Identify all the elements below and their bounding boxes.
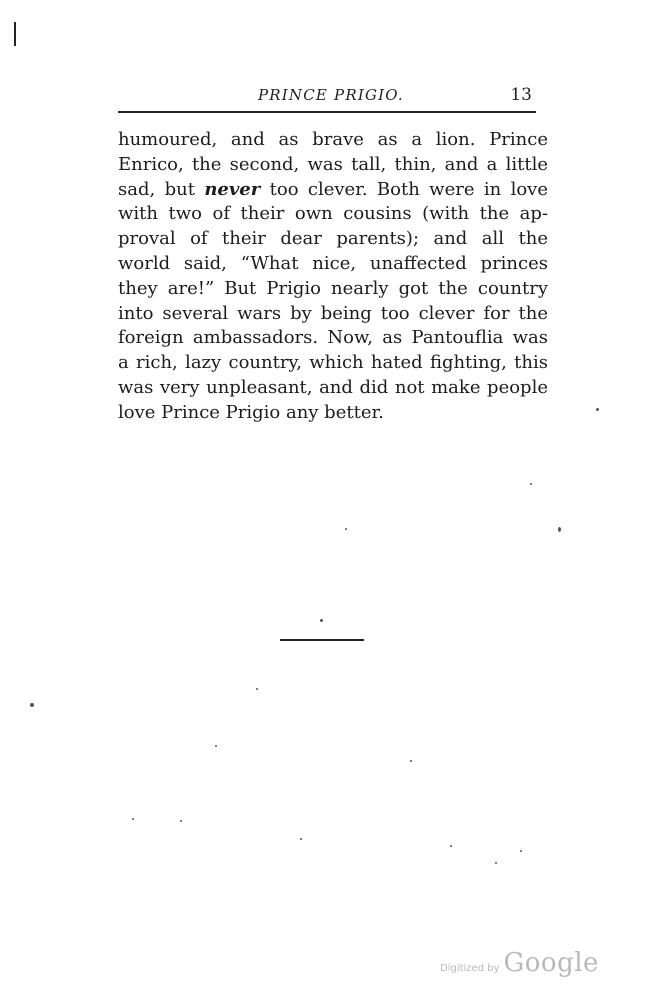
body-paragraph bbox=[118, 128, 548, 426]
page-number: 13 bbox=[510, 85, 532, 105]
scan-speck bbox=[495, 862, 497, 864]
text-line: a rich, lazy country, which hated fighting, this bbox=[118, 352, 548, 374]
section-end-rule bbox=[280, 639, 364, 641]
scan-speck bbox=[520, 850, 522, 852]
scan-speck bbox=[558, 527, 561, 532]
scan-speck bbox=[450, 845, 452, 847]
scan-speck bbox=[180, 820, 182, 822]
text-line: proval of their dear parents); and all the bbox=[118, 228, 548, 250]
text-line: world said, “What nice, unaffected princes bbox=[118, 252, 548, 274]
header-rule bbox=[118, 111, 536, 113]
text-run: sad, but bbox=[118, 178, 205, 200]
scan-speck bbox=[30, 703, 34, 707]
text-line: foreign ambassadors. Now, as Pantouflia was bbox=[118, 327, 548, 349]
scan-speck bbox=[410, 760, 412, 762]
digitized-by-label: Digitized by bbox=[440, 963, 500, 974]
scan-speck bbox=[215, 745, 217, 747]
scan-speck bbox=[132, 818, 134, 820]
digitized-by-watermark bbox=[440, 948, 599, 978]
text-line: with two of their own cousins (with the ap- bbox=[118, 203, 548, 225]
running-head bbox=[118, 82, 536, 112]
text-line: Enrico, the second, was tall, thin, and a little bbox=[118, 153, 548, 175]
scan-speck bbox=[320, 619, 323, 622]
scan-speck bbox=[300, 838, 302, 840]
running-title: PRINCE PRIGIO. bbox=[258, 86, 404, 104]
scan-speck bbox=[256, 688, 258, 690]
google-logo: Google bbox=[503, 948, 599, 978]
text-line: was very unpleasant, and did not make people bbox=[118, 376, 548, 398]
text-line: love Prince Prigio any better. bbox=[118, 401, 384, 423]
scan-speck bbox=[530, 483, 532, 485]
emphasized-word: never bbox=[204, 178, 261, 200]
text-line bbox=[118, 178, 548, 203]
text-line: they are!” But Prigio nearly got the country bbox=[118, 277, 548, 299]
margin-mark bbox=[14, 22, 16, 46]
scan-speck bbox=[345, 528, 347, 530]
text-line: humoured, and as brave as a lion. Prince bbox=[118, 129, 548, 150]
text-run: too clever. Both were in love bbox=[260, 178, 548, 200]
scan-speck bbox=[596, 408, 599, 411]
text-line: into several wars by being too clever for the bbox=[118, 302, 548, 324]
